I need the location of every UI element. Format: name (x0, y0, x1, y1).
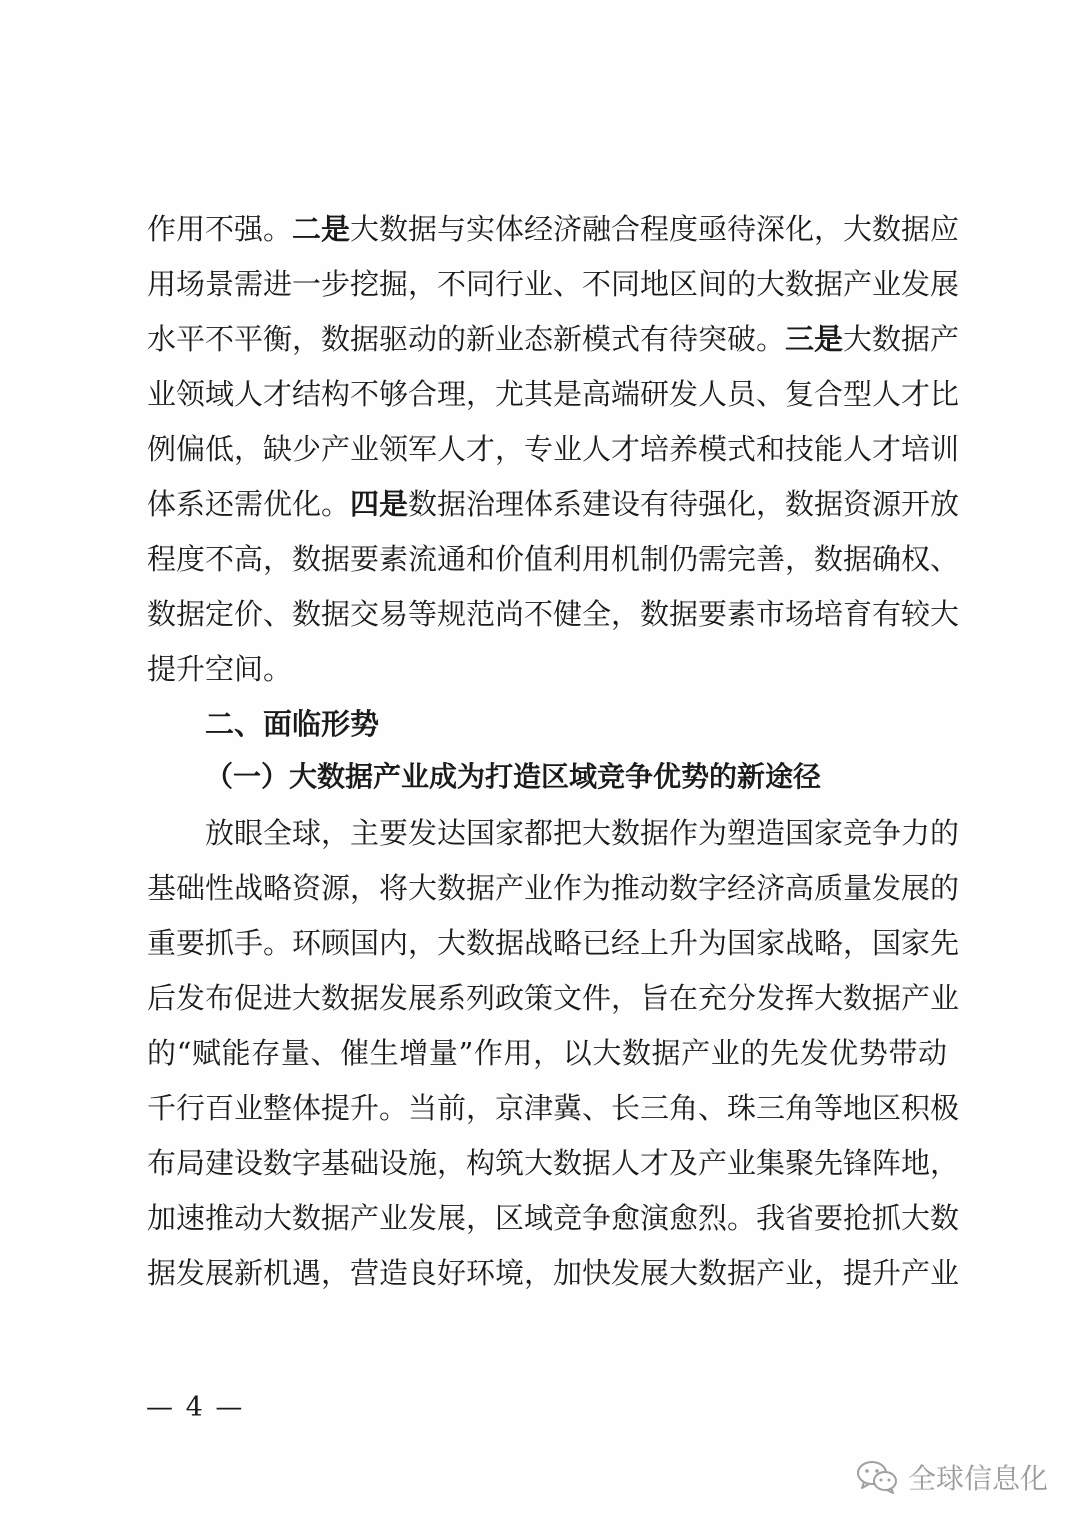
section-heading: 二、面临形势 (205, 707, 380, 741)
paragraph-line: 千行百业整体提升。当前，京津冀、长三角、珠三角等地区积极 (147, 1091, 960, 1125)
paragraph-line: 的“赋能存量、催生增量”作用，以大数据产业的先发优势带动 (147, 1036, 947, 1070)
paragraph-line: 数据定价、数据交易等规范尚不健全，数据要素市场培育有较大 (147, 597, 960, 631)
emphasis-text: 二是 (292, 212, 351, 246)
emphasis-text: 三是 (785, 322, 844, 356)
watermark (856, 1452, 1048, 1502)
text-run: 数据治理体系建设有待强化，数据资源开放 (408, 487, 960, 521)
paragraph-line: 提升空间。 (147, 652, 293, 686)
paragraph-line: 程度不高，数据要素流通和价值利用机制仍需完善，数据确权、 (147, 542, 960, 576)
paragraph-line: 基础性战略资源，将大数据产业作为推动数字经济高质量发展的 (147, 871, 960, 905)
paragraph-line: 后发布促进大数据发展系列政策文件，旨在充分发挥大数据产业 (147, 981, 960, 1015)
paragraph-line: 放眼全球，主要发达国家都把大数据作为塑造国家竞争力的 (205, 816, 960, 850)
text-run: 水平不平衡，数据驱动的新业态新模式有待突破。 (147, 322, 786, 356)
text-run: 作用不强。 (147, 212, 293, 246)
paragraph-line (147, 202, 960, 256)
wechat-icon (856, 1459, 898, 1495)
paragraph-line: 加速推动大数据产业发展，区域竞争愈演愈烈。我省要抢抓大数 (147, 1201, 960, 1235)
paragraph-line (147, 312, 960, 366)
text-run: 大数据与实体经济融合程度亟待深化，大数据应 (350, 212, 960, 246)
paragraph-line: 业领域人才结构不够合理，尤其是高端研发人员、复合型人才比 (147, 377, 960, 411)
emphasis-text: 四是 (350, 487, 409, 521)
watermark-text: 全球信息化 (907, 1462, 1048, 1495)
paragraph-line: 重要抓手。环顾国内，大数据战略已经上升为国家战略，国家先 (147, 926, 960, 960)
paragraph-line (147, 477, 960, 531)
text-run: 大数据产 (843, 322, 960, 356)
text-run: 体系还需优化。 (147, 487, 351, 521)
paragraph-line: 用场景需进一步挖掘，不同行业、不同地区间的大数据产业发展 (147, 267, 960, 301)
page-number: — 4 — (146, 1392, 245, 1423)
subsection-heading: （一）大数据产业成为打造区域竞争优势的新途径 (205, 760, 822, 793)
paragraph-line: 布局建设数字基础设施，构筑大数据人才及产业集聚先锋阵地， (147, 1146, 960, 1180)
paragraph-line: 例偏低，缺少产业领军人才，专业人才培养模式和技能人才培训 (147, 432, 960, 466)
paragraph-line: 据发展新机遇，营造良好环境，加快发展大数据产业，提升产业 (147, 1256, 960, 1290)
